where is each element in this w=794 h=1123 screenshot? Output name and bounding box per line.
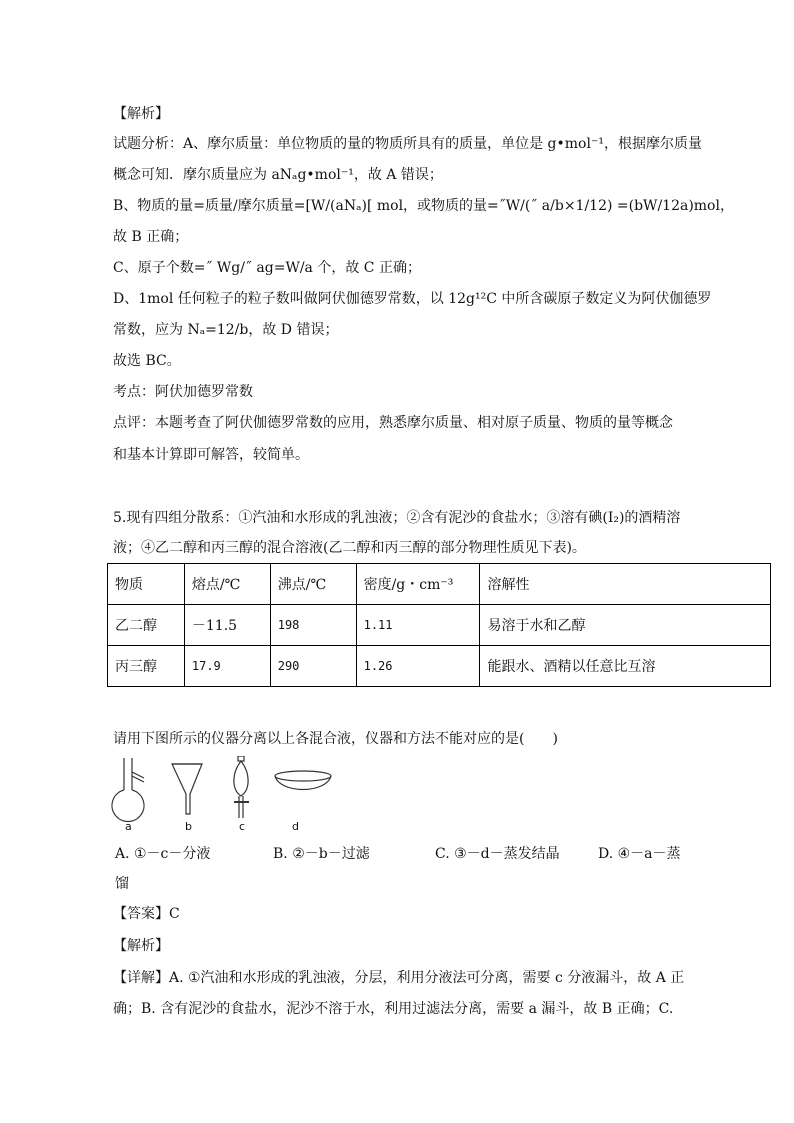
properties-table xyxy=(107,563,771,687)
question-5-line-2: 液；④乙二醇和丙三醇的混合溶液(乙二醇和丙三醇的部分物理性质见下表)。 xyxy=(113,540,586,556)
apparatus-label-b: b xyxy=(185,820,192,833)
table-cell: 能跟水、酒精以任意比互溶 xyxy=(480,646,771,687)
table-cell: 290 xyxy=(270,646,356,687)
apparatus-label-a: a xyxy=(125,820,132,833)
analysis-line-8: 故选 BC。 xyxy=(113,353,181,369)
apparatus-label-c: c xyxy=(239,820,246,833)
question-5-line-1: 5.现有四组分散系：①汽油和水形成的乳浊液；②含有泥沙的食盐水；③溶有碘(I₂)的酒精溶 xyxy=(113,510,681,526)
analysis-heading: 【解析】 xyxy=(113,106,169,122)
table-cell: 198 xyxy=(270,605,356,646)
detail-line-1: 【详解】A. ①汽油和水形成的乳浊液，分层，利用分液法可分离，需要 c 分液漏斗，故 A 正 xyxy=(113,970,685,986)
table-header-cell: 熔点/℃ xyxy=(184,564,270,605)
analysis-line-4: 故 B 正确； xyxy=(113,229,189,245)
analysis-line-9: 考点：阿伏加德罗常数 xyxy=(113,384,253,400)
apparatus-label-d: d xyxy=(292,820,299,833)
table-header-cell: 沸点/℃ xyxy=(270,564,356,605)
table-header-cell: 密度/g・cm⁻³ xyxy=(356,564,480,605)
option-c: C. ③－d－蒸发结晶 xyxy=(435,846,560,862)
table-row xyxy=(108,605,771,646)
option-b: B. ②－b－过滤 xyxy=(273,846,370,862)
option-d-continued: 馏 xyxy=(115,876,129,892)
apparatus-figure xyxy=(110,756,340,836)
table-row xyxy=(108,646,771,687)
option-d: D. ④－a－蒸 xyxy=(598,846,681,862)
table-cell: 1.26 xyxy=(356,646,480,687)
analysis-line-10: 点评：本题考查了阿伏伽德罗常数的应用，熟悉摩尔质量、相对原子质量、物质的量等概念 xyxy=(113,415,673,431)
table-cell: 丙三醇 xyxy=(108,646,185,687)
evaporating-dish-icon xyxy=(275,771,331,790)
analysis-line-5: C、原子个数=˝ Wg/˝ ag=W/a 个，故 C 正确； xyxy=(113,260,421,276)
analysis-line-2: 概念可知．摩尔质量应为 aNₐg•mol⁻¹，故 A 错误； xyxy=(113,167,443,183)
table-cell: －11.5 xyxy=(184,605,270,646)
funnel-icon xyxy=(172,764,202,814)
analysis-line-7: 常数，应为 Nₐ=12/b，故 D 错误； xyxy=(113,322,339,338)
table-cell: 乙二醇 xyxy=(108,605,185,646)
table-cell: 17.9 xyxy=(184,646,270,687)
analysis-line-3: B、物质的量=质量/摩尔质量=[W/(aNₐ)[ mol，或物质的量=˝W/(˝ a/b×1/12) =(bW/12a)mol， xyxy=(113,198,734,214)
analysis-line-6: D、1mol 任何粒子的粒子数叫做阿伏伽德罗常数，以 12g¹²C 中所含碳原子数定义为阿伏伽德罗 xyxy=(113,291,712,307)
answer: 【答案】C xyxy=(113,906,180,922)
analysis-heading-2: 【解析】 xyxy=(113,938,169,954)
separatory-funnel-icon xyxy=(234,756,249,818)
analysis-line-1: 试题分析：A、摩尔质量：单位物质的量的物质所具有的质量，单位是 g•mol⁻¹，根据摩尔质量 xyxy=(113,136,702,152)
option-a: A. ①－c－分液 xyxy=(115,846,211,862)
table-header-cell: 物质 xyxy=(108,564,185,605)
question-prompt: 请用下图所示的仪器分离以上各混合液，仪器和方法不能对应的是( ) xyxy=(113,731,558,747)
analysis-line-11: 和基本计算即可解答，较简单。 xyxy=(113,447,309,463)
distillation-flask-icon xyxy=(112,758,144,821)
detail-line-2: 确；B. 含有泥沙的食盐水，泥沙不溶于水，利用过滤法分离，需要 a 漏斗，故 B 正确；C. xyxy=(113,1001,674,1017)
table-cell: 1.11 xyxy=(356,605,480,646)
table-header-row xyxy=(108,564,771,605)
table-header-cell: 溶解性 xyxy=(480,564,771,605)
table-cell: 易溶于水和乙醇 xyxy=(480,605,771,646)
